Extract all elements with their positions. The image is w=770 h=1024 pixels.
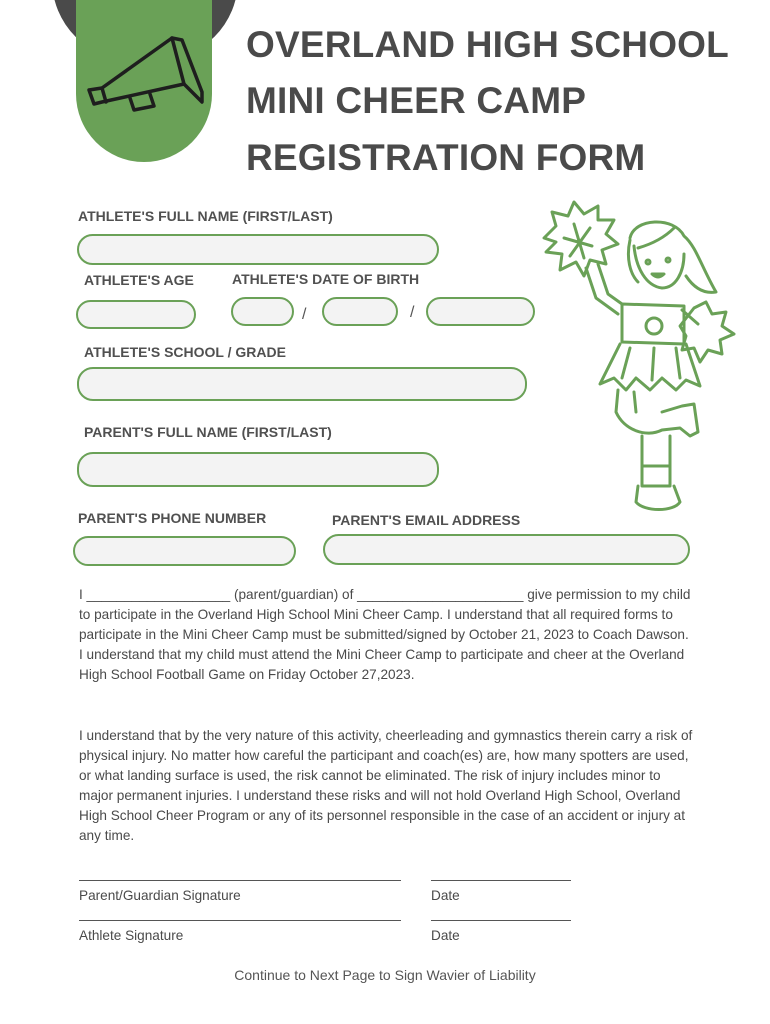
parent-signature-label: Parent/Guardian Signature	[79, 888, 241, 903]
parent-phone-field[interactable]	[73, 536, 296, 566]
athlete-signature-label: Athlete Signature	[79, 928, 184, 943]
athlete-name-label: ATHLETE'S FULL NAME (FIRST/LAST)	[78, 208, 333, 224]
parent-name-field[interactable]	[77, 452, 439, 487]
title-line-2: MINI CHEER CAMP	[246, 80, 587, 121]
athlete-signature-line[interactable]	[79, 920, 401, 921]
athlete-age-label: ATHLETE'S AGE	[84, 272, 194, 288]
footer-note: Continue to Next Page to Sign Wavier of Liability	[234, 967, 536, 983]
parent-name-label: PARENT'S FULL NAME (FIRST/LAST)	[84, 424, 332, 440]
athlete-date-label: Date	[431, 928, 460, 943]
athlete-name-field[interactable]	[77, 234, 439, 265]
parent-phone-label: PARENT'S PHONE NUMBER	[78, 510, 267, 526]
athlete-dob-label: ATHLETE'S DATE OF BIRTH	[232, 271, 420, 287]
risk-paragraph: I understand that by the very nature of this activity, cheerleading and gymnastics therein carry a risk of physical injury. No matter how careful the participant and coach(es) are, how many spotters are used, or what landing surface is used, the risk cannot be eliminated. The risk of injury includes minor to major permanent injuries. I understand these risks and will not hold Overland High School, Overland High School Cheer Program or any of its personnel responsible in the case of an accident or injury at any time.	[79, 728, 693, 843]
parent-date-label: Date	[431, 888, 460, 903]
parent-email-field[interactable]	[323, 534, 690, 565]
dob-slash-1: /	[302, 306, 307, 323]
title-line-1: OVERLAND HIGH SCHOOL	[246, 24, 729, 65]
athlete-school-label: ATHLETE'S SCHOOL / GRADE	[84, 344, 286, 360]
title-line-3: REGISTRATION FORM	[246, 137, 646, 178]
dob-slash-2: /	[410, 304, 415, 321]
athlete-school-field[interactable]	[77, 367, 527, 401]
dob-day-field[interactable]	[322, 297, 398, 326]
cheerleader-illustration	[534, 198, 740, 520]
athlete-age-field[interactable]	[76, 300, 196, 329]
athlete-date-line[interactable]	[431, 920, 571, 921]
parent-email-label: PARENT'S EMAIL ADDRESS	[332, 512, 521, 528]
dob-year-field[interactable]	[426, 297, 535, 326]
parent-date-line[interactable]	[431, 880, 571, 881]
dob-month-field[interactable]	[231, 297, 294, 326]
parent-signature-line[interactable]	[79, 880, 401, 881]
permission-paragraph: I ___________________ (parent/guardian) of ______________________ give permission to my child to participate in the Overland High School Mini Cheer Camp. I understand that all required forms to participate in the Mini Cheer Camp must be submitted/signed by October 21, 2023 to Coach Dawson. I understand that my child must attend the Mini Cheer Camp to participate and cheer at the Overland High School Football Game on Friday October 27,2023.	[79, 587, 691, 682]
megaphone-icon	[84, 32, 208, 116]
